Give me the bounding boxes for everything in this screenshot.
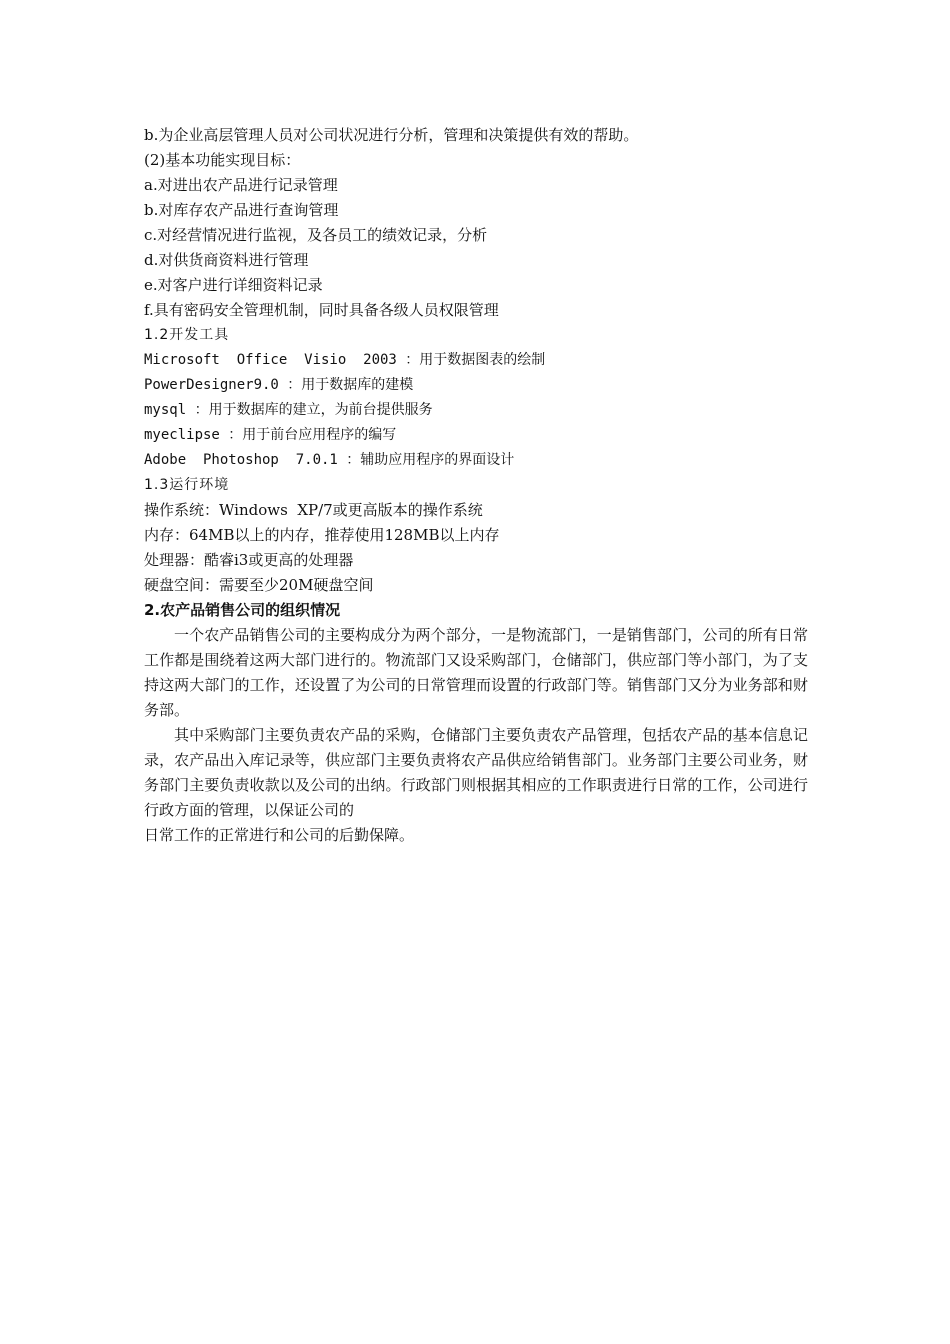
tool-item-photoshop: Adobe Photoshop 7.0.1 ：辅助应用程序的界面设计 bbox=[144, 452, 515, 468]
goal-item-e: e.对客户进行详细资料记录 bbox=[144, 276, 323, 294]
goal-item-b: b.对库存农产品进行查询管理 bbox=[144, 201, 339, 219]
basic-function-goals-heading: (2)基本功能实现目标： bbox=[144, 151, 301, 169]
env-item-memory: 内存：64MB以上的内存，推荐使用128MB以上内存 bbox=[144, 526, 500, 544]
goal-item-c: c.对经营情况进行监视，及各员工的绩效记录，分析 bbox=[144, 226, 488, 244]
section-2-paragraph-2: 其中采购部门主要负责农产品的采购，仓储部门主要负责农产品管理，包括农产品的基本信息记录，农产品出入库记录等，供应部门主要负责将农产品供应给销售部门。业务部门主要公司业务，财务部门主要负责收款以及公司的出纳。行政部门则根据其相应的工作职责进行日常的工作，公司进行行政方面的管理，以保证公司的 bbox=[144, 726, 808, 819]
section-1-2-heading: 1.2开发工具 bbox=[144, 327, 230, 343]
tool-item-powerdesigner: PowerDesigner9.0 ：用于数据库的建模 bbox=[144, 377, 414, 393]
section-1-3-heading: 1.3运行环境 bbox=[144, 477, 230, 493]
goal-item-d: d.对供货商资料进行管理 bbox=[144, 251, 309, 269]
document-content bbox=[144, 123, 808, 848]
section-2-paragraph-2-continuation: 日常工作的正常进行和公司的后勤保障。 bbox=[144, 826, 415, 844]
env-item-os: 操作系统：Windows XP/7或更高版本的操作系统 bbox=[144, 501, 483, 519]
tool-item-visio: Microsoft Office Visio 2003 ：用于数据图表的绘制 bbox=[144, 352, 546, 368]
section-2-heading: 2.农产品销售公司的组织情况 bbox=[144, 601, 341, 619]
goal-line-b-management: b.为企业高层管理人员对公司状况进行分析，管理和决策提供有效的帮助。 bbox=[144, 126, 639, 144]
tool-item-myeclipse: myeclipse ：用于前台应用程序的编写 bbox=[144, 427, 397, 443]
tool-item-mysql: mysql ：用于数据库的建立，为前台提供服务 bbox=[144, 402, 433, 418]
goal-item-f: f.具有密码安全管理机制，同时具备各级人员权限管理 bbox=[144, 301, 499, 319]
goal-item-a: a.对进出农产品进行记录管理 bbox=[144, 176, 338, 194]
env-item-disk: 硬盘空间：需要至少20M硬盘空间 bbox=[144, 576, 374, 594]
section-2-paragraph-1: 一个农产品销售公司的主要构成分为两个部分，一是物流部门，一是销售部门，公司的所有日常工作都是围绕着这两大部门进行的。物流部门又设采购部门，仓储部门，供应部门等小部门，为了支持这两大部门的工作，还设置了为公司的日常管理而设置的行政部门等。销售部门又分为业务部和财务部。 bbox=[144, 626, 808, 719]
env-item-cpu: 处理器：酷睿i3或更高的处理器 bbox=[144, 551, 354, 569]
